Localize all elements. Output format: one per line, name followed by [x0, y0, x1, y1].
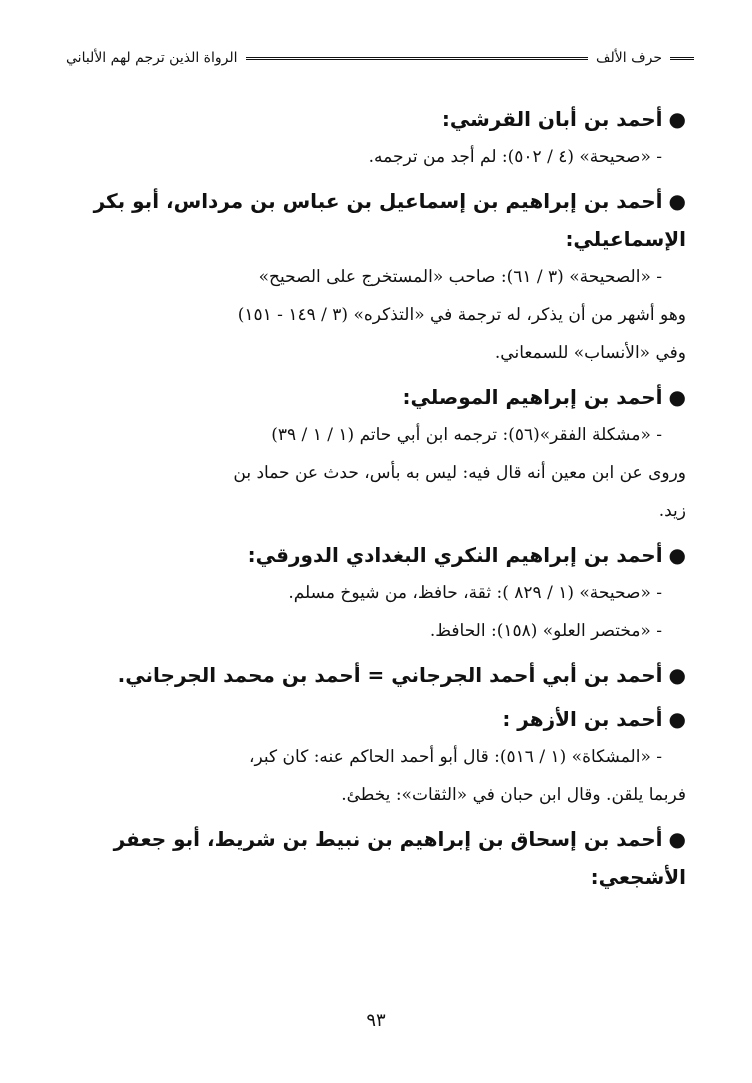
entry-ahmad-ibn-aban	[76, 100, 686, 176]
entry-line: - «المشكاة» (١ / ٥١٦): قال أبو أحمد الحاكم عنه: كان كبر،	[249, 747, 662, 767]
bullet-icon: ●	[668, 189, 686, 213]
entry-heading: ●أحمد بن إبراهيم النكري البغدادي الدورقي:	[247, 543, 686, 567]
entry-ahmad-ibn-al-azhar	[76, 700, 686, 814]
bullet-icon: ●	[668, 107, 686, 131]
bullet-icon: ●	[668, 707, 686, 731]
header-title: الرواة الذين ترجم لهم الألباني	[66, 50, 238, 66]
bullet-icon: ●	[668, 663, 686, 687]
entry-line: وهو أشهر من أن يذكر، له ترجمة في «التذكره» (٣ / ١٤٩ - ١٥١)	[237, 305, 686, 325]
page-number: ٩٣	[366, 1010, 386, 1031]
entry-ahmad-ibn-ishaq-ashjai	[76, 820, 686, 896]
bullet-icon: ●	[668, 543, 686, 567]
running-header	[66, 43, 694, 73]
bullet-icon: ●	[668, 385, 686, 409]
entry-line: - «صحيحة» (١ / ٨٢٩ ): ثقة، حافظ، من شيوخ مسلم.	[288, 583, 662, 603]
entry-line: وفي «الأنساب» للسمعاني.	[494, 343, 686, 363]
entry-heading-continued: الإسماعيلي:	[565, 227, 686, 251]
entry-heading: ●أحمد بن إسحاق بن إبراهيم بن نبيط بن شريط، أبو جعفر	[113, 827, 686, 851]
entry-line: فربما يلقن. وقال ابن حبان في «الثقات»: يخطئ.	[341, 785, 686, 805]
entry-line: وروى عن ابن معين أنه قال فيه: ليس به بأس، حدث عن حماد بن	[233, 463, 686, 483]
entry-line: - «مختصر العلو» (١٥٨): الحافظ.	[429, 621, 662, 641]
entry-line: - «الصحيحة» (٣ / ٦١): صاحب «المستخرج على الصحيح»	[258, 267, 662, 287]
header-rule-right	[670, 57, 694, 60]
entry-line: - «مشكلة الفقر»(٥٦): ترجمه ابن أبي حاتم (١ / ١ / ٣٩)	[271, 425, 662, 445]
page-content	[76, 100, 686, 896]
entry-ahmad-ibn-ibrahim-dawraqi	[76, 536, 686, 650]
entry-heading: ●أحمد بن إبراهيم بن إسماعيل بن عباس بن مرداس، أبو بكر	[93, 189, 686, 213]
entry-heading: ●أحمد بن أبان القرشي:	[441, 107, 686, 131]
entry-line: زيد.	[658, 501, 686, 521]
entry-ahmad-ibn-ibrahim-ismaili	[76, 182, 686, 372]
entry-ahmad-ibn-abi-ahmad-jurjani	[76, 656, 686, 694]
entry-heading: ●أحمد بن إبراهيم الموصلي:	[402, 385, 686, 409]
header-rule-middle	[246, 57, 588, 60]
header-section: حرف الألف	[596, 50, 662, 66]
entry-ahmad-ibn-ibrahim-mawsili	[76, 378, 686, 530]
entry-line: - «صحيحة» (٤ / ٥٠٢): لم أجد من ترجمه.	[368, 147, 662, 167]
entry-heading: ●أحمد بن أبي أحمد الجرجاني = أحمد بن محمد الجرجاني.	[117, 663, 686, 687]
entry-heading: ●أحمد بن الأزهر :	[502, 707, 686, 731]
bullet-icon: ●	[668, 827, 686, 851]
entry-heading-continued: الأشجعي:	[590, 865, 686, 889]
